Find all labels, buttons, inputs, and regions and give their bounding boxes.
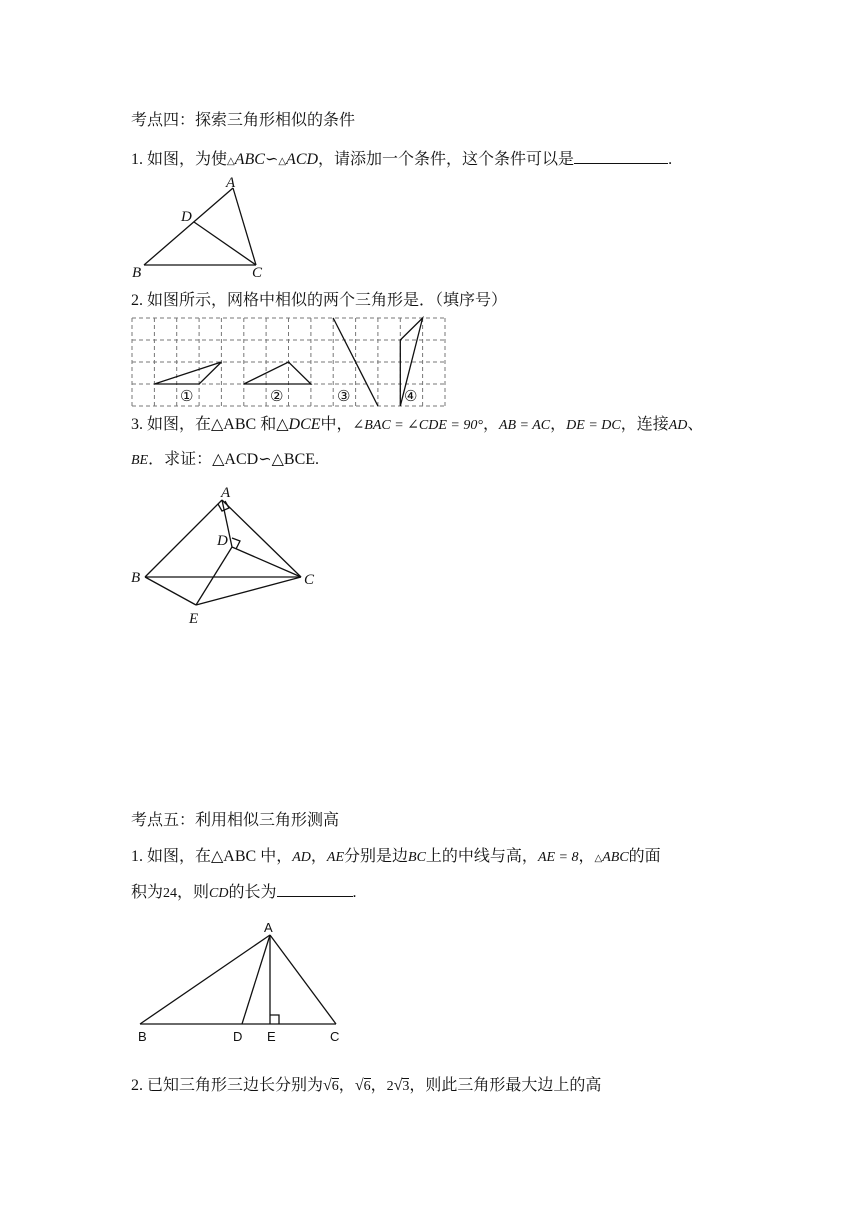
s5-q2-text: 2. 已知三角形三边长分别为√6，√6，2√3，则此三角形最大边上的高 [131,1075,601,1098]
label-c: C [252,265,263,281]
label-a: A [226,175,236,191]
label-a: A [221,485,231,501]
grid-label-1: ① [180,389,194,405]
grid-label-2: ② [270,389,284,405]
label-d: D [217,533,228,549]
sqrt-6: √6 [354,1077,371,1094]
label-b: B [131,570,141,586]
label-e: E [189,611,199,627]
s5-q1-line1: 1. 如图，在△ABC 中，AD，AE分别是边BC上的中线与高，AE = 8，△ABC的面 [131,848,661,865]
s4-q3-line1: 3. 如图，在△ABC 和△DCE中，∠BAC = ∠CDE = 90°，AB = AC，DE = DC，连接AD、 [131,416,704,433]
section5-title: 考点五：利用相似三角形测高 [131,812,340,829]
label-b: B [132,265,142,281]
label-d: D [233,1029,243,1044]
sqrt-6: √6 [323,1077,339,1094]
label-c: C [330,1029,340,1044]
label-c: C [304,572,315,588]
label-e: E [267,1029,276,1044]
grid-label-4: ④ [404,389,418,405]
label-a: A [264,920,273,935]
label-d: D [181,209,192,225]
s4-q3-line2: BE．求证：△ACD∽△BCE. [131,451,320,468]
s5-q1-line2: 积为24，则CD的长为 . [131,880,357,905]
label-b: B [138,1029,147,1044]
grid-label-3: ③ [337,389,351,405]
sqrt-3: √3 [393,1077,410,1094]
section4-title: 考点四：探索三角形相似的条件 [131,112,356,129]
s4-q2-text: 2. 如图所示，网格中相似的两个三角形是．（填序号） [131,292,508,309]
s4-q1-text: 1. 如图，为使△ABC∽△ACD，请添加一个条件，这个条件可以是 . [131,147,672,173]
